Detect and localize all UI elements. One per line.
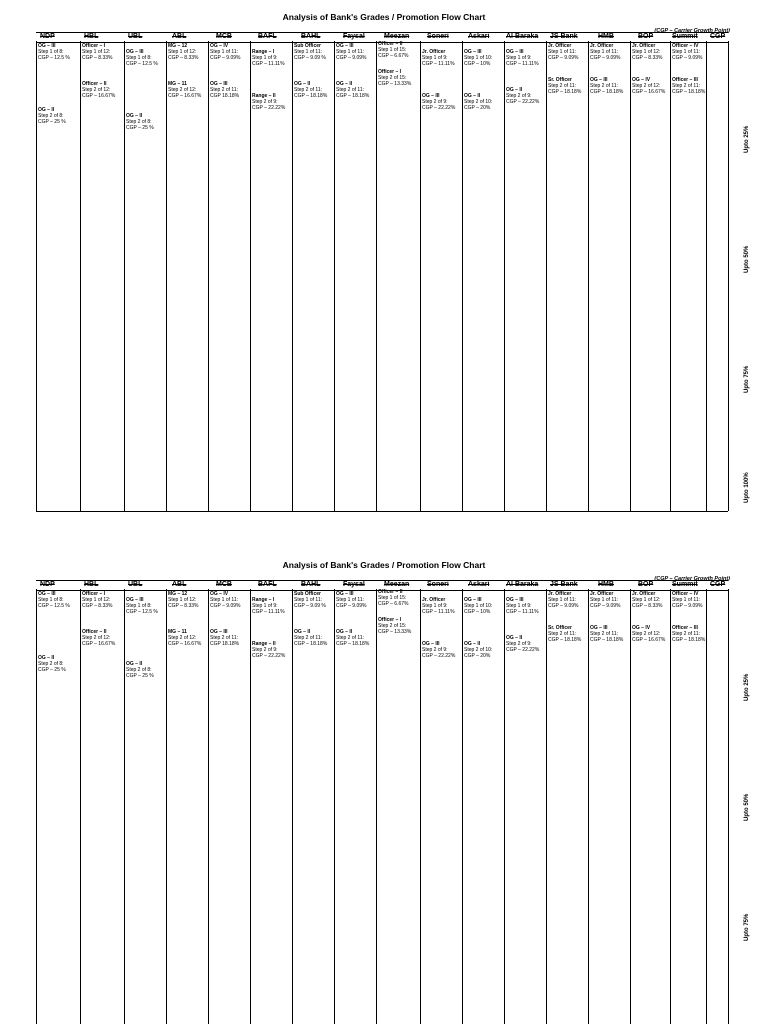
col-header: Meezan (384, 33, 410, 40)
grade-cell: OG – IV Step 2 of 12: CGP – 16.67% (632, 77, 666, 95)
col-header: CGP (710, 33, 726, 40)
grade-cell: OG – III Step 1 of 8: CGP – 12.5 % (126, 597, 158, 615)
col-header: CGP (710, 581, 726, 588)
chart-title: Analysis of Bank's Grades / Promotion Flow Chart (282, 560, 486, 570)
grade-cell: Sr. Officer Step 2 of 11: CGP – 18.18% (548, 77, 582, 95)
grade-cell: MG – 11 Step 2 of 12: CGP – 16.67% (168, 629, 202, 647)
grade-cell: OG – III Step 1 of 9: CGP – 11.11% (506, 49, 539, 67)
grade-cell: Range – II Step 2 of 9: CGP – 22.22% (252, 641, 286, 659)
col-header: JS Bank (550, 33, 578, 40)
grade-cell: Jr. Officer Step 1 of 11: CGP – 9.09% (590, 591, 621, 609)
grade-cell: OG – IV Step 1 of 11: CGP – 9.09% (210, 43, 241, 61)
grade-cell: Officer – III Step 2 of 11: CGP – 18.18% (672, 625, 706, 643)
grade-cell: Officer – I Step 2 of 15: CGP – 13.33% (378, 617, 412, 635)
grade-cell: OG – III Step 1 of 9: CGP – 11.11% (506, 597, 539, 615)
growth-bands (738, 589, 766, 1024)
grade-cell: OG – III Step 1 of 8: CGP – 12.5 % (38, 43, 70, 61)
grade-cell: OG – IV Step 2 of 12: CGP – 16.67% (632, 625, 666, 643)
grade-cell: Officer – II Step 2 of 12: CGP – 16.67% (82, 81, 116, 99)
grade-grid (36, 589, 728, 1024)
col-header: Faysal (343, 581, 365, 588)
grade-cell: OG – II Step 2 of 10: CGP – 20% (464, 93, 493, 111)
col-header: JS Bank (550, 581, 578, 588)
col-header: Soneri (427, 581, 449, 588)
col-header: HMB (598, 33, 614, 40)
grade-cell: OG – II Step 2 of 8: CGP – 25 % (38, 107, 66, 125)
grade-cell: Officer – II Step 1 of 15: CGP – 6.67% (378, 41, 409, 59)
grade-grid (36, 41, 728, 512)
band-label: Upto 25% (744, 673, 750, 701)
cgp-note: (CGP – Carrier Growth Point) (654, 576, 730, 582)
grade-cell: Jr. Officer Step 1 of 9: CGP – 11.11% (422, 597, 455, 615)
grade-cell: Sr. Officer Step 2 of 11: CGP – 18.18% (548, 625, 582, 643)
grade-cell: Jr. Officer Step 1 of 12: CGP – 8.33% (632, 43, 663, 61)
col-header: UBL (128, 581, 143, 588)
grade-cell: OG – III Step 1 of 8: CGP – 12.5 % (126, 49, 158, 67)
grade-cell: Officer – IV Step 1 of 11: CGP – 9.09% (672, 591, 703, 609)
chart-title: Analysis of Bank's Grades / Promotion Flow Chart (282, 12, 486, 22)
col-header: HBL (84, 581, 99, 588)
col-header: BOP (638, 33, 654, 40)
col-header: ABL (172, 33, 187, 40)
col-header: Faysal (343, 33, 365, 40)
col-header: ABL (172, 581, 187, 588)
grade-cell: Range – I Step 1 of 9: CGP – 11.11% (252, 597, 285, 615)
grade-cell: OG – III Step 2 of 11: CGP – 18.18% (590, 77, 624, 95)
col-header: Askari (468, 581, 490, 588)
grade-cell: Range – I Step 1 of 9: CGP – 11.11% (252, 49, 285, 67)
col-header: UBL (128, 33, 143, 40)
grade-cell: Officer – III Step 2 of 11: CGP – 18.18% (672, 77, 706, 95)
chart-copy-bottom (0, 548, 768, 1024)
col-header: BOP (638, 581, 654, 588)
col-header: NDP (40, 581, 55, 588)
band-label: Upto 50% (744, 793, 750, 821)
grade-cell: MG – 12 Step 1 of 12: CGP – 8.33% (168, 591, 199, 609)
grade-cell: Officer – I Step 2 of 15: CGP – 13.33% (378, 69, 412, 87)
grade-cell: Range – II Step 2 of 9: CGP – 22.22% (252, 93, 286, 111)
grade-cell: Officer – I Step 1 of 12: CGP – 8.33% (82, 591, 113, 609)
col-header: BAHL (301, 581, 321, 588)
col-header: Summit (672, 33, 698, 40)
grade-cell: Officer – I Step 1 of 12: CGP – 8.33% (82, 43, 113, 61)
grade-cell: Jr. Officer Step 1 of 11: CGP – 9.09% (548, 591, 579, 609)
col-header: Meezan (384, 581, 410, 588)
grade-cell: Officer – II Step 1 of 15: CGP – 6.67% (378, 589, 409, 607)
col-header: BAFL (258, 581, 277, 588)
growth-bands (738, 41, 766, 511)
band-label: Upto 50% (744, 245, 750, 273)
grade-cell: MG – 11 Step 2 of 12: CGP – 16.67% (168, 81, 202, 99)
grade-cell: MG – 12 Step 1 of 12: CGP – 8.33% (168, 43, 199, 61)
grade-cell: Officer – IV Step 1 of 11: CGP – 9.09% (672, 43, 703, 61)
grade-cell: OG – III Step 1 of 11: CGP – 9.09% (336, 591, 367, 609)
band-label: Upto 25% (744, 125, 750, 153)
col-header: HMB (598, 581, 614, 588)
grade-cell: OG – III Step 1 of 11: CGP – 9.09% (336, 43, 367, 61)
grade-cell: OG – III Step 1 of 8: CGP – 12.5 % (38, 591, 70, 609)
band-label: Upto 75% (744, 913, 750, 941)
grade-cell: OG – II Step 2 of 9: CGP – 22.22% (506, 87, 540, 105)
grade-cell: OG – II Step 2 of 9: CGP – 22.22% (506, 635, 540, 653)
grade-cell: Sub Officer Step 1 of 11: CGP – 9.09 % (294, 43, 326, 61)
grade-cell: Jr. Officer Step 1 of 11: CGP – 9.09% (548, 43, 579, 61)
col-header: HBL (84, 33, 99, 40)
grade-cell: OG – III Step 2 of 11: CGP 18.18% (210, 629, 240, 647)
col-header: Askari (468, 33, 490, 40)
col-header: Al Baraka (506, 581, 539, 588)
grade-cell: OG – III Step 2 of 9: CGP – 22.22% (422, 641, 456, 659)
band-label: Upto 100% (744, 472, 750, 503)
col-header: BAFL (258, 33, 277, 40)
cgp-note: (CGP – Carrier Growth Point) (654, 28, 730, 34)
col-header: Al Baraka (506, 33, 539, 40)
col-header: Summit (672, 581, 698, 588)
grade-cell: OG – II Step 2 of 11: CGP – 18.18% (294, 629, 328, 647)
grade-cell: OG – II Step 2 of 11: CGP – 18.18% (336, 629, 370, 647)
col-header: BAHL (301, 33, 321, 40)
grade-cell: OG – II Step 2 of 8: CGP – 25 % (38, 655, 66, 673)
grade-cell: Jr. Officer Step 1 of 12: CGP – 8.33% (632, 591, 663, 609)
col-header: MCB (216, 581, 232, 588)
grade-cell: OG – II Step 2 of 10: CGP – 20% (464, 641, 493, 659)
grade-cell: OG – III Step 2 of 9: CGP – 22.22% (422, 93, 456, 111)
grade-cell: Officer – II Step 2 of 12: CGP – 16.67% (82, 629, 116, 647)
grade-cell: OG – III Step 2 of 11: CGP – 18.18% (590, 625, 624, 643)
grade-cell: OG – II Step 2 of 8: CGP – 25 % (126, 113, 154, 131)
grade-cell: OG – II Step 2 of 11: CGP – 18.18% (336, 81, 370, 99)
grade-cell: OG – III Step 1 of 10: CGP – 10% (464, 597, 493, 615)
grade-cell: OG – II Step 2 of 8: CGP – 25 % (126, 661, 154, 679)
grade-cell: Sub Officer Step 1 of 11: CGP – 9.09 % (294, 591, 326, 609)
band-label: Upto 75% (744, 365, 750, 393)
grade-cell: OG – IV Step 1 of 11: CGP – 9.09% (210, 591, 241, 609)
grade-cell: Jr. Officer Step 1 of 11: CGP – 9.09% (590, 43, 621, 61)
col-header: NDP (40, 33, 55, 40)
grade-cell: OG – III Step 2 of 11: CGP 18.18% (210, 81, 240, 99)
col-header: MCB (216, 33, 232, 40)
grade-cell: Jr. Officer Step 1 of 9: CGP – 11.11% (422, 49, 455, 67)
col-header: Soneri (427, 33, 449, 40)
grade-cell: OG – III Step 1 of 10: CGP – 10% (464, 49, 493, 67)
grade-cell: OG – II Step 2 of 11: CGP – 18.18% (294, 81, 328, 99)
